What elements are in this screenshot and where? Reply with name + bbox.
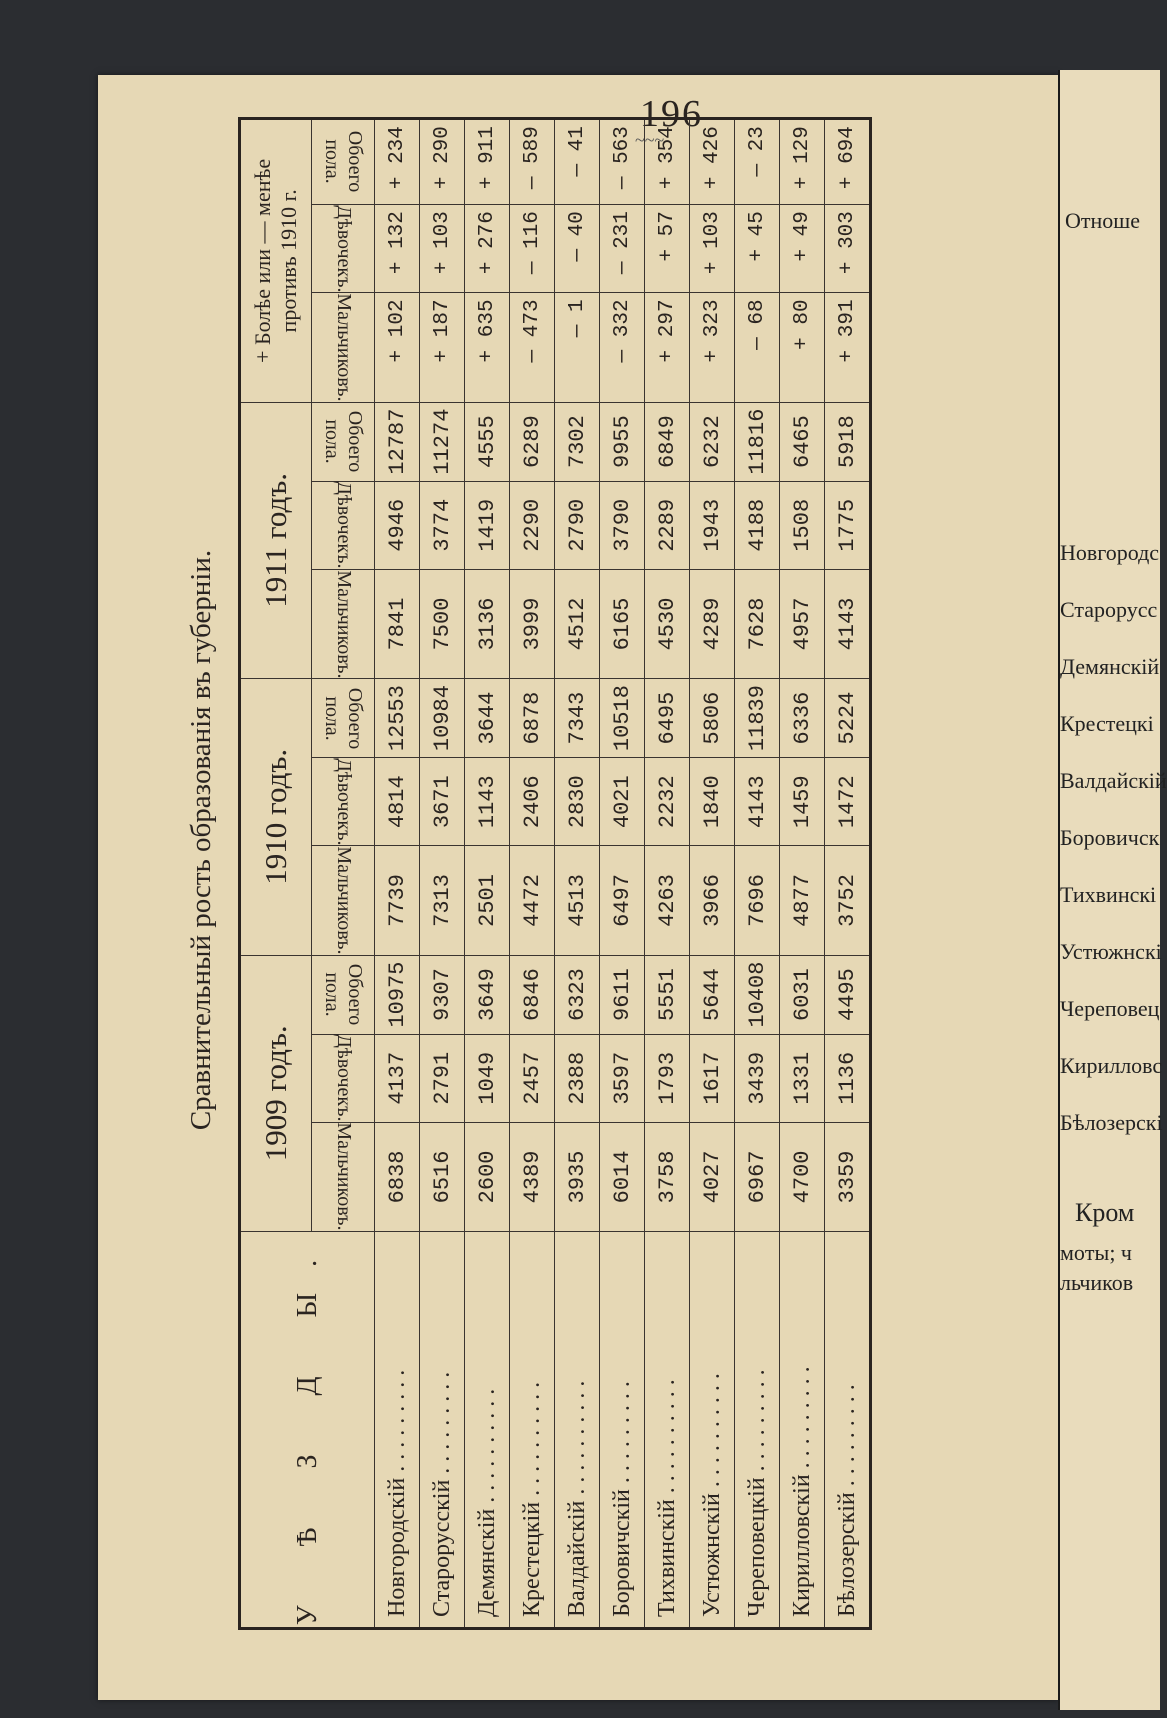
table-row (510, 119, 555, 1629)
right-heading: Отноше (1065, 208, 1140, 233)
table-cell: 6495 (645, 679, 690, 758)
district-name: Старорусскій . . . . . . . . . (420, 1232, 465, 1629)
table-cell: 4472 (510, 846, 555, 955)
table-cell: 4700 (780, 1122, 825, 1231)
header-difference: + Болѣе или — менѣе противъ 1910 г. (240, 119, 312, 402)
table-cell: — 473 (510, 293, 555, 402)
table-cell: 6289 (510, 402, 555, 481)
table-cell: 3649 (465, 955, 510, 1034)
table-cell: 4555 (465, 402, 510, 481)
table-cell: — 116 (510, 205, 555, 293)
header-girls-diff: Дѣвочекъ. (312, 205, 375, 293)
table-cell: 4814 (375, 758, 420, 846)
table-cell: 6031 (780, 955, 825, 1034)
table-cell: — 68 (735, 293, 780, 402)
header-girls-1910: Дѣвочекъ. (312, 758, 375, 846)
table-cell: 6323 (555, 955, 600, 1034)
district-name: Демянскій . . . . . . . . . . (465, 1232, 510, 1629)
table-cell: 6014 (600, 1122, 645, 1231)
table-cell: 4143 (735, 758, 780, 846)
table-row (375, 119, 420, 1629)
table-cell: 3790 (600, 481, 645, 569)
table-cell: + 103 (690, 205, 735, 293)
table-cell: 9611 (600, 955, 645, 1034)
right-list-item: Бѣлозерскі (1060, 1110, 1163, 1135)
table-cell: 4513 (555, 846, 600, 955)
table-cell: 7302 (555, 402, 600, 481)
table-cell: + 297 (645, 293, 690, 402)
table-cell: + 187 (420, 293, 465, 402)
table-cell: 1472 (825, 758, 871, 846)
table-cell: 1943 (690, 481, 735, 569)
table-cell: 3136 (465, 569, 510, 678)
header-districts: У Ѣ З Д Ы. (240, 1232, 375, 1629)
table-cell: 2289 (645, 481, 690, 569)
table-cell: + 45 (735, 205, 780, 293)
table-cell: 2791 (420, 1034, 465, 1122)
table-cell: + 303 (825, 205, 871, 293)
table-cell: 3774 (420, 481, 465, 569)
table-cell: 4137 (375, 1034, 420, 1122)
table-cell: 3439 (735, 1034, 780, 1122)
header-girls-1911: Дѣвочекъ. (312, 481, 375, 569)
table-cell: 1419 (465, 481, 510, 569)
table-cell: 7313 (420, 846, 465, 955)
table-cell: 3758 (645, 1122, 690, 1231)
table-cell: 11816 (735, 402, 780, 481)
table-cell: 5224 (825, 679, 871, 758)
table-cell: 4188 (735, 481, 780, 569)
table-cell: 7841 (375, 569, 420, 678)
table-cell: 6849 (645, 402, 690, 481)
table-cell: 7739 (375, 846, 420, 955)
table-cell: 4289 (690, 569, 735, 678)
table-cell: 6336 (780, 679, 825, 758)
table-cell: 1049 (465, 1034, 510, 1122)
header-year-1911: 1911 годъ. (240, 402, 312, 678)
table-cell: 4389 (510, 1122, 555, 1231)
header-boys-1911: Мальчиковъ. (312, 569, 375, 678)
table-row (465, 119, 510, 1629)
table-cell: + 911 (465, 119, 510, 205)
table-cell: 10518 (600, 679, 645, 758)
right-list-item: Крестецкі (1060, 711, 1154, 736)
table-cell: 3752 (825, 846, 871, 955)
table-row (825, 119, 871, 1629)
table-cell: 1331 (780, 1034, 825, 1122)
table-cell: 11274 (420, 402, 465, 481)
district-name: Бѣлозерскій . . . . . . . . . (825, 1232, 871, 1629)
table-cell: — 563 (600, 119, 645, 205)
right-paragraph-3: льчиков (1060, 1270, 1134, 1295)
table-cell: 7500 (420, 569, 465, 678)
table-cell: 3644 (465, 679, 510, 758)
table-cell: 7628 (735, 569, 780, 678)
table-cell: 2600 (465, 1122, 510, 1231)
table-cell: + 103 (420, 205, 465, 293)
table-cell: — 23 (735, 119, 780, 205)
table-cell: 5918 (825, 402, 871, 481)
right-list-item: Череповец (1060, 996, 1160, 1021)
district-name: Устюжнскій . . . . . . . . . . (690, 1232, 735, 1629)
table-cell: 4530 (645, 569, 690, 678)
right-paragraph-2: мoты; ч (1060, 1240, 1132, 1265)
table-cell: 6878 (510, 679, 555, 758)
table-cell: 3935 (555, 1122, 600, 1231)
table-cell: + 57 (645, 205, 690, 293)
header-boys-1910: Мальчиковъ. (312, 846, 375, 955)
table-cell: 2501 (465, 846, 510, 955)
table-cell: — 40 (555, 205, 600, 293)
table-cell: 5806 (690, 679, 735, 758)
table-cell: 7696 (735, 846, 780, 955)
table-cell: + 234 (375, 119, 420, 205)
right-list-item: Тихвинскі (1060, 882, 1157, 907)
table-cell: 3597 (600, 1034, 645, 1122)
table-row (555, 119, 600, 1629)
table-cell: 10408 (735, 955, 780, 1034)
table-cell: 1840 (690, 758, 735, 846)
table-cell: 2830 (555, 758, 600, 846)
page-ornament: ~~~ (635, 130, 665, 150)
table-cell: 2388 (555, 1034, 600, 1122)
right-list-item: Демянскій (1060, 654, 1160, 679)
header-boys-diff: Мальчиковъ. (312, 293, 375, 402)
table-row (645, 119, 690, 1629)
table-cell: 6465 (780, 402, 825, 481)
table-cell: 3671 (420, 758, 465, 846)
district-name: Боровичскій . . . . . . . . . (600, 1232, 645, 1629)
table-cell: 6232 (690, 402, 735, 481)
table-cell: 6497 (600, 846, 645, 955)
table-cell: 6165 (600, 569, 645, 678)
table-cell: 2790 (555, 481, 600, 569)
right-list-item: Устюжнскі (1060, 939, 1162, 964)
table-cell: 12787 (375, 402, 420, 481)
table-cell: 1617 (690, 1034, 735, 1122)
table-row (690, 119, 735, 1629)
table-cell: 1775 (825, 481, 871, 569)
table-cell: 10984 (420, 679, 465, 758)
table-cell: — 41 (555, 119, 600, 205)
table-cell: + 354 (645, 119, 690, 205)
table-cell: 3966 (690, 846, 735, 955)
table-cell: 3999 (510, 569, 555, 678)
table-cell: 2406 (510, 758, 555, 846)
table-cell: + 635 (465, 293, 510, 402)
table-cell: 6838 (375, 1122, 420, 1231)
table-cell: 1143 (465, 758, 510, 846)
table-cell: + 276 (465, 205, 510, 293)
right-list-item: Новгородс (1060, 540, 1160, 565)
table-cell: 5551 (645, 955, 690, 1034)
table-cell: 6967 (735, 1122, 780, 1231)
page-number: 196 (640, 93, 703, 135)
table-cell: — 332 (600, 293, 645, 402)
table-cell: 1793 (645, 1034, 690, 1122)
table-cell: + 290 (420, 119, 465, 205)
table-cell: 4957 (780, 569, 825, 678)
right-list-item: Старорусс (1060, 597, 1158, 622)
table-cell: + 391 (825, 293, 871, 402)
table-cell: + 694 (825, 119, 871, 205)
district-name: Крестецкій . . . . . . . . . . (510, 1232, 555, 1629)
table-row (780, 119, 825, 1629)
table-cell: 9307 (420, 955, 465, 1034)
table-cell: 9955 (600, 402, 645, 481)
table-cell: 7343 (555, 679, 600, 758)
table-cell: 2290 (510, 481, 555, 569)
table-cell: + 49 (780, 205, 825, 293)
table-cell: 4512 (555, 569, 600, 678)
table-row (600, 119, 645, 1629)
table-cell: 2457 (510, 1034, 555, 1122)
table-cell: + 102 (375, 293, 420, 402)
district-name: Тихвинскій . . . . . . . . . . (645, 1232, 690, 1629)
table-row (735, 119, 780, 1629)
header-girls-1909: Дѣвочекъ. (312, 1034, 375, 1122)
header-boys-1909: Мальчиковъ. (312, 1122, 375, 1231)
table-cell: 1136 (825, 1034, 871, 1122)
table-cell: — 589 (510, 119, 555, 205)
header-year-1909: 1909 годъ. (240, 955, 312, 1231)
table-cell: 10975 (375, 955, 420, 1034)
header-both-diff: Обоего пола. (312, 119, 375, 205)
table-cell: 6846 (510, 955, 555, 1034)
table-cell: 11839 (735, 679, 780, 758)
table-cell: 4143 (825, 569, 871, 678)
table-cell: 4495 (825, 955, 871, 1034)
table-title: Сравнительный рость образованія въ губерніи. (185, 549, 217, 1131)
district-name: Череповецкій . . . . . . . . . (735, 1232, 780, 1629)
table-cell: — 1 (555, 293, 600, 402)
right-list-item: Боровичск (1060, 825, 1160, 850)
table-cell: + 129 (780, 119, 825, 205)
table-cell: 4263 (645, 846, 690, 955)
right-paragraph-1: Кром (1075, 1198, 1135, 1227)
table-cell: + 132 (375, 205, 420, 293)
table-cell: 2232 (645, 758, 690, 846)
table-cell: 3359 (825, 1122, 871, 1231)
statistics-table (238, 117, 872, 1630)
table-cell: 4021 (600, 758, 645, 846)
table-row (420, 119, 465, 1629)
table-cell: + 80 (780, 293, 825, 402)
table-cell: + 323 (690, 293, 735, 402)
district-name: Валдайскій . . . . . . . . . . (555, 1232, 600, 1629)
table-cell: 4027 (690, 1122, 735, 1231)
table-cell: 4946 (375, 481, 420, 569)
table-cell: 4877 (780, 846, 825, 955)
table-cell: — 231 (600, 205, 645, 293)
header-both-1911: Обоего пола. (312, 402, 375, 481)
table-cell: 1459 (780, 758, 825, 846)
table-cell: + 426 (690, 119, 735, 205)
table-cell: 5644 (690, 955, 735, 1034)
table-cell: 6516 (420, 1122, 465, 1231)
header-both-1909: Обоего пола. (312, 955, 375, 1034)
district-name: Кирилловскій . . . . . . . . . (780, 1232, 825, 1629)
right-list-item: Кирилловс (1060, 1053, 1163, 1078)
district-name: Новгородскій . . . . . . . . . (375, 1232, 420, 1629)
table-cell: 12553 (375, 679, 420, 758)
table-cell: 1508 (780, 481, 825, 569)
right-list-item: Валдайскій (1060, 768, 1167, 793)
header-year-1910: 1910 годъ. (240, 679, 312, 955)
rotated-table-area (150, 50, 1010, 1630)
header-both-1910: Обоего пола. (312, 679, 375, 758)
